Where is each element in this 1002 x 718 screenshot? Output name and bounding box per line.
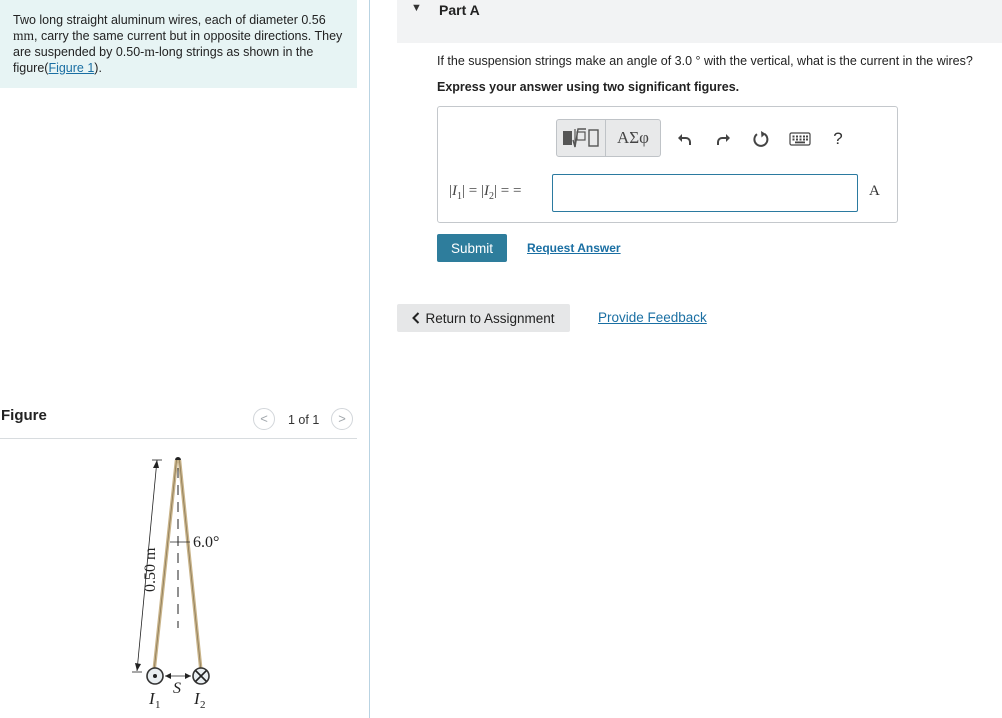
current-2-subscript: 2	[200, 699, 206, 711]
figure-pager-count: 1 of 1	[288, 413, 320, 427]
templates-button[interactable]	[556, 119, 606, 157]
answer-input[interactable]	[552, 174, 858, 212]
answer-label-i2-sub: 2	[488, 191, 494, 202]
chevron-right-icon: >	[338, 411, 346, 426]
figure-divider	[0, 438, 357, 439]
current-1-label: I	[149, 689, 155, 708]
figure-title: Figure	[1, 407, 47, 424]
angle-label: 6.0°	[193, 534, 220, 551]
problem-unit-m: m	[144, 44, 155, 59]
submit-button[interactable]: Submit	[437, 234, 507, 262]
undo-button[interactable]	[674, 128, 696, 150]
figure-link[interactable]: Figure 1	[48, 61, 95, 75]
next-figure-button[interactable]	[331, 408, 353, 430]
question-text: If the suspension strings make an angle of 3.0 ° with the vertical, what is the current in the wires?	[437, 54, 973, 68]
problem-unit-mm: mm	[13, 28, 35, 43]
column-divider	[369, 0, 370, 718]
keyboard-icon	[789, 132, 811, 146]
answer-label: $|I_1| = |I_2|$ = =	[449, 183, 522, 202]
collapse-toggle-icon[interactable]: ▼	[411, 2, 422, 14]
separation-label: S	[173, 680, 181, 697]
suspended-wires-figure	[120, 448, 240, 716]
answer-label-i1-sub: 1	[457, 191, 463, 202]
return-to-assignment-button[interactable]	[397, 304, 570, 332]
current-1-subscript: 1	[155, 699, 161, 711]
reset-icon	[752, 130, 770, 148]
right-string-core	[180, 460, 202, 676]
part-a-header[interactable]	[397, 0, 1002, 43]
previous-figure-button[interactable]	[253, 408, 275, 430]
problem-text-1: Two long straight aluminum wires, each of diameter 0.56	[13, 13, 326, 27]
separation-arrow-right	[185, 673, 191, 679]
problem-text-3: -long strings as shown in the figure(	[13, 45, 314, 75]
problem-statement	[0, 0, 357, 88]
length-arrow-top	[153, 460, 159, 468]
help-icon: ?	[833, 129, 843, 148]
current-2-label: I	[194, 689, 200, 708]
length-arrow-bottom	[135, 663, 141, 671]
undo-icon	[677, 131, 693, 147]
problem-text-2: , carry the same current but in opposite directions. They are suspended by 0.50-	[13, 29, 343, 59]
reset-button[interactable]	[750, 128, 772, 150]
chevron-left-icon: <	[260, 411, 268, 426]
answer-label-i2: I	[483, 183, 489, 199]
instruction-text: Express your answer using two significant figures.	[437, 80, 740, 94]
templates-icon	[561, 126, 601, 150]
greek-symbols-button[interactable]	[606, 119, 661, 157]
redo-icon	[715, 131, 731, 147]
keyboard-button[interactable]	[788, 128, 812, 150]
length-label: 0.50 m	[142, 547, 159, 592]
chevron-left-icon	[412, 312, 420, 324]
greek-symbols-icon: ΑΣφ	[617, 128, 649, 147]
wire-1-dot-center	[153, 674, 157, 678]
return-label: Return to Assignment	[425, 310, 555, 326]
provide-feedback-link[interactable]: Provide Feedback	[598, 310, 707, 325]
problem-text-4: ).	[94, 61, 102, 75]
answer-label-i1: I	[452, 183, 458, 199]
request-answer-link[interactable]: Request Answer	[527, 241, 621, 255]
answer-unit: A	[869, 183, 880, 199]
redo-button[interactable]	[712, 128, 734, 150]
separation-arrow-left	[165, 673, 171, 679]
help-button[interactable]	[827, 128, 849, 150]
part-title: Part A	[439, 2, 480, 18]
